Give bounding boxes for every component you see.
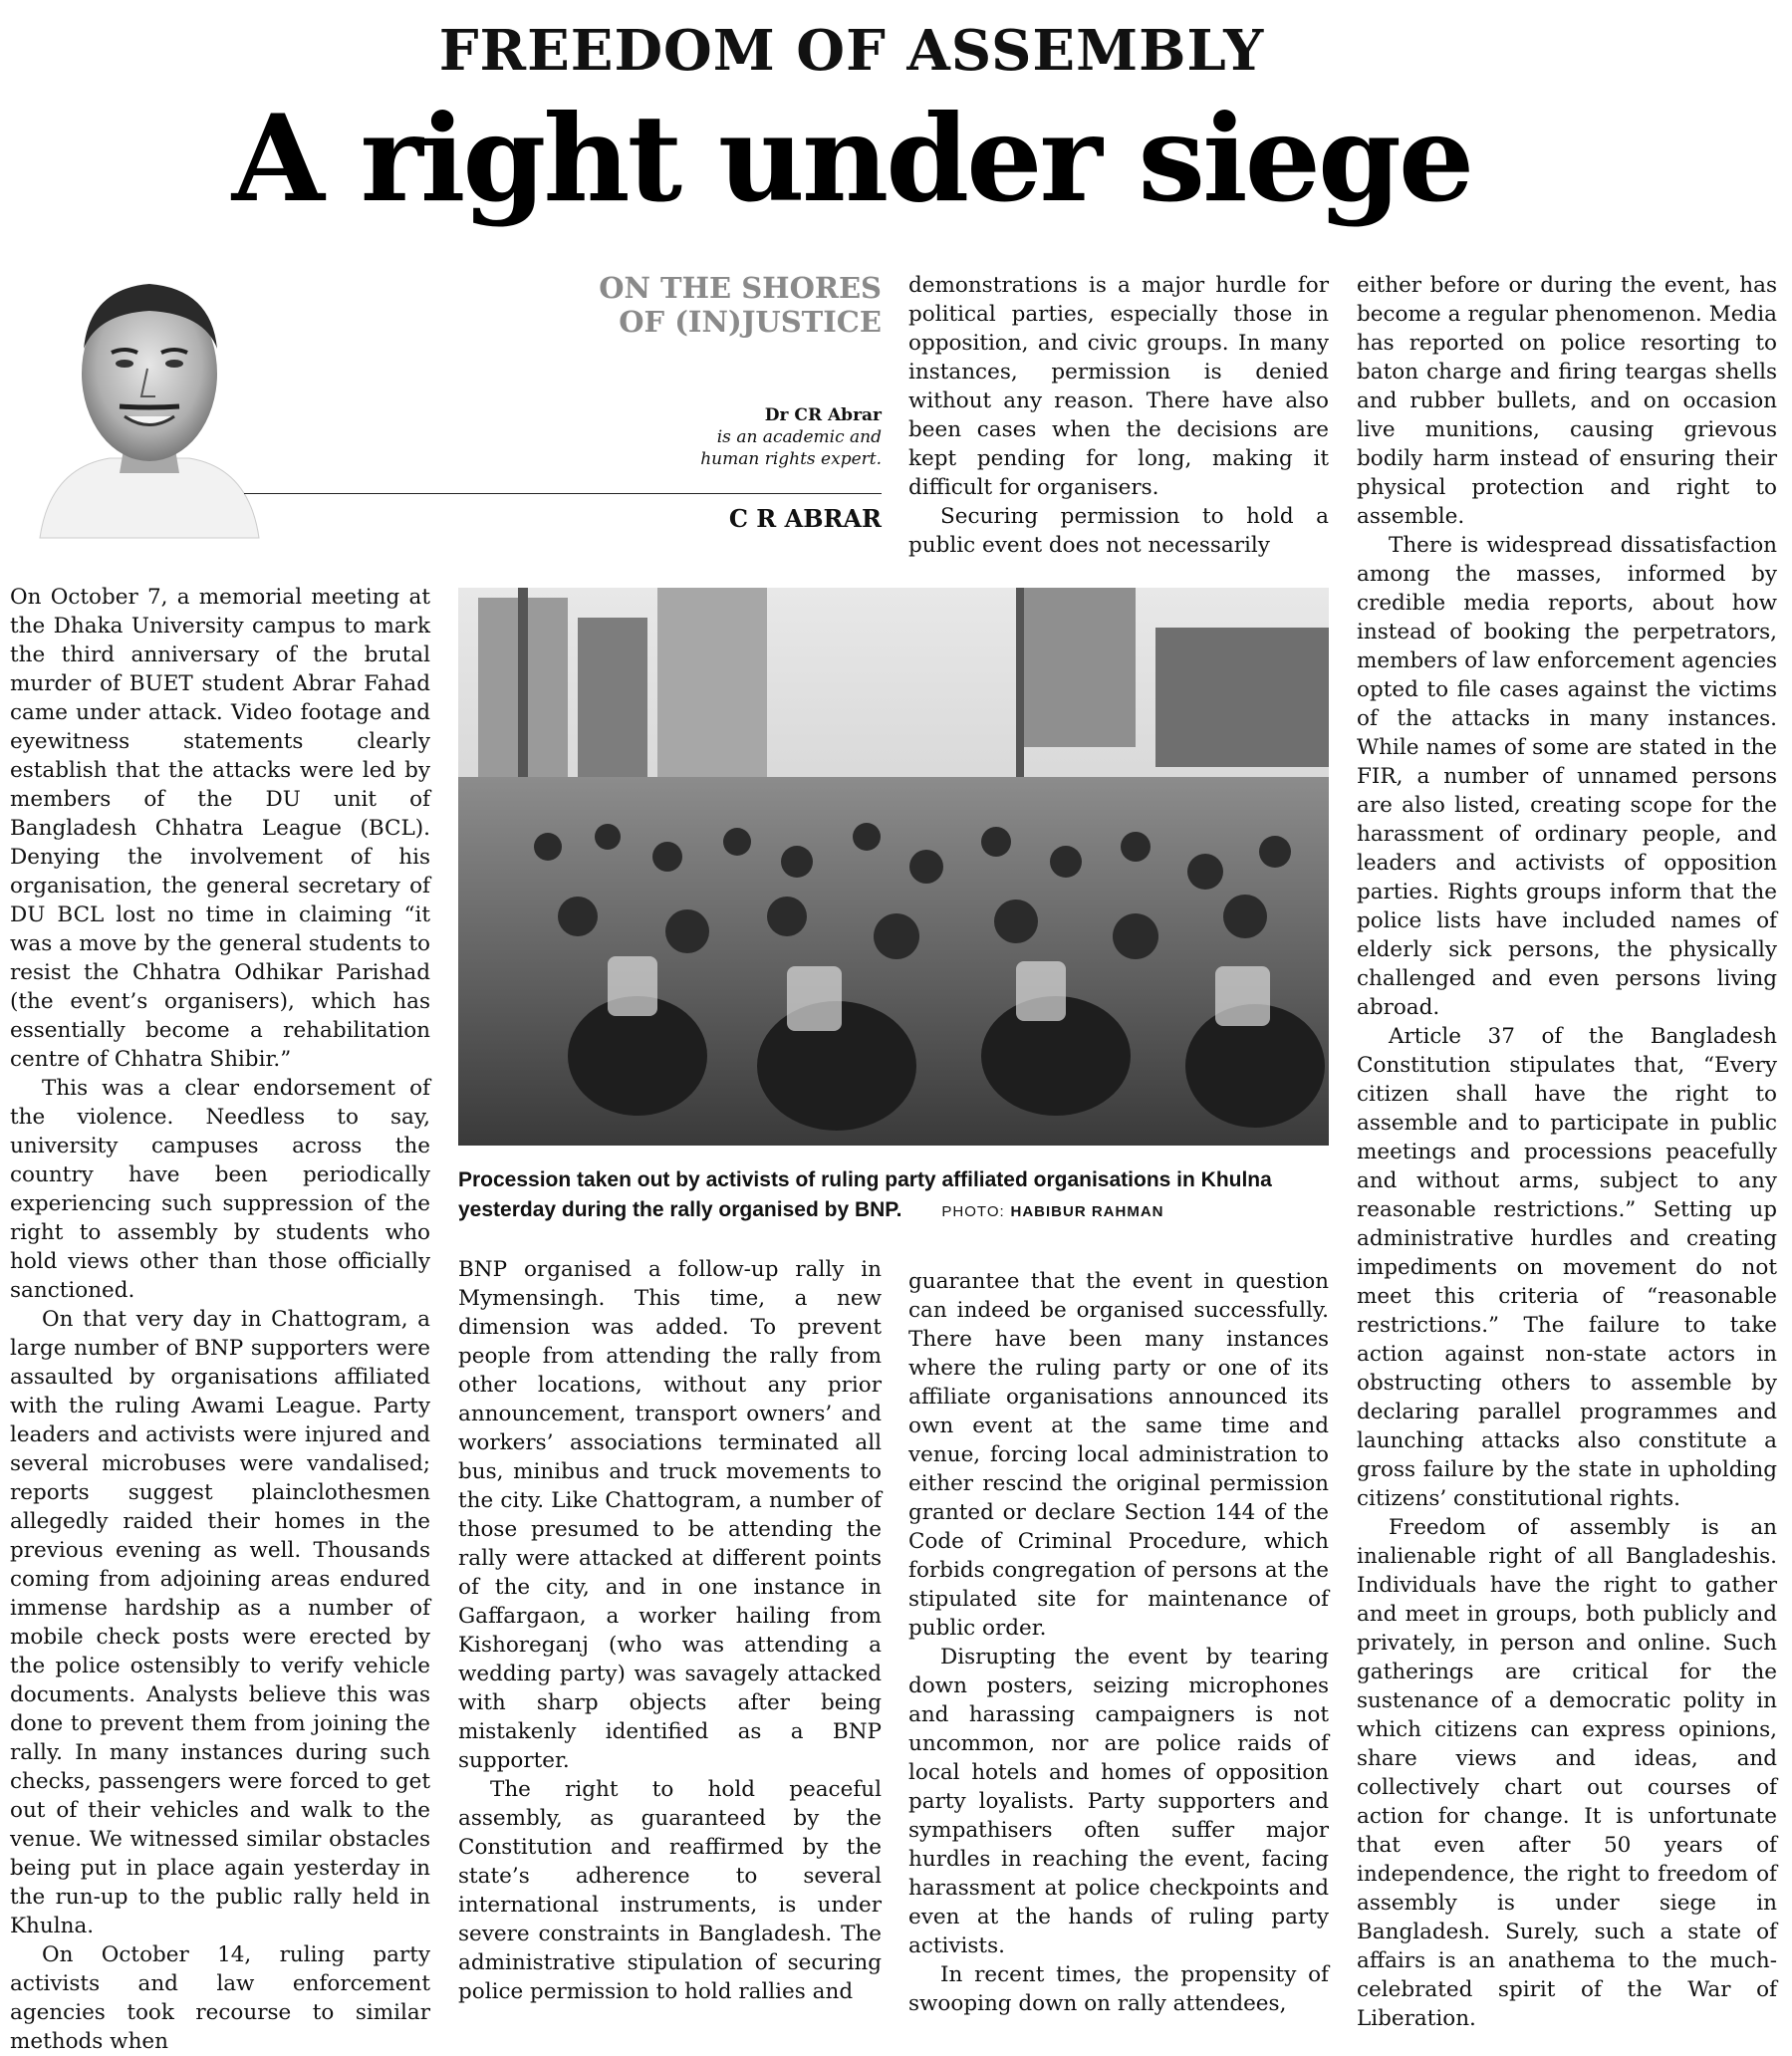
byline-rule xyxy=(244,493,882,494)
article-column-2-top xyxy=(908,271,1329,558)
paragraph: The right to hold peaceful assembly, as guaranteed by the Constitution and reaffirmed by the state’s adherence to several international instruments, is under severe constraints in Bangladesh. The administrative stipulation of securing police permission to hold rallies and xyxy=(458,1777,882,2004)
headline: A right under siege xyxy=(231,89,1472,229)
article-column-3 xyxy=(908,1267,1329,2016)
paragraph: BNP organised a follow-up rally in Mymensingh. This time, a new dimension was added. To prevent people from attending the rally from other locations, without any prior announcement, transport owners’ and workers’ associations terminated all bus, minibus and truck movements to the city. Like Chattogram, a number of those presumed to be attending the rally were attacked at different points of the city, and in one instance in Gaffargaon, a worker hailing from Kishoreganj (who was attending a wedding party) was savagely attacked with sharp objects after being mistakenly identified as a BNP supporter. xyxy=(458,1257,882,1773)
paragraph: Securing permission to hold a public event does not necessarily xyxy=(908,504,1329,558)
paragraph: guarantee that the event in question can indeed be organised successfully. There have been many instances where the ruling party or one of its affiliate organisations announced its own event at the same time and venue, forcing local administration to either rescind the original permission granted or declare Section 144 of the Code of Criminal Procedure, which forbids congregation of persons at the stipulated site for maintenance of public order. xyxy=(908,1269,1329,1641)
byline: C R ABRAR xyxy=(728,504,882,533)
procession-photo xyxy=(458,588,1329,1146)
author-name: Dr CR Abrar xyxy=(764,405,882,425)
paragraph: demonstrations is a major hurdle for political parties, especially those in opposition, and civic groups. In many instances, permission is denied without any reason. There have also been cases when the decisions are kept pending for long, making it difficult for organisers. xyxy=(908,273,1329,500)
section-kicker: FREEDOM OF ASSEMBLY xyxy=(438,18,1265,84)
photo-credit-name: HABIBUR RAHMAN xyxy=(1010,1203,1164,1220)
paragraph: Disrupting the event by tearing down posters, seizing microphones and harassing campaigners is not uncommon, nor are police raids of local hotels and homes of opposition party loyalists. Party supporters and sympathisers often suffer major hurdles in reaching the event, facing harassment at police checkpoints and even at the hands of ruling party activists. xyxy=(908,1645,1329,1958)
photo-credit-label: PHOTO: xyxy=(941,1203,1005,1220)
paragraph: Article 37 of the Bangladesh Constitution stipulates that, “Every citizen shall have the right to assemble and to participate in public meetings and processions peacefully and without arms, subject to any reasonable restrictions.” Setting up administrative hurdles and creating impediments on movement do not meet this criteria of “reasonable restrictions.” The failure to take action against non-state actors in obstructing others to assemble by declaring parallel programmes and launching attacks also constitute a gross failure by the state in upholding citizens’ constitutional rights. xyxy=(1357,1024,1777,1511)
author-portrait xyxy=(40,269,259,538)
article-column-2-bottom xyxy=(458,1255,882,2002)
paragraph: either before or during the event, has become a regular phenomenon. Media has reported on police resorting to baton charge and firing teargas shells and rubber bullets, and on occasion live munitions, causing grievous bodily harm instead of ensuring their physical protection and right to assemble. xyxy=(1357,273,1777,529)
paragraph: On October 7, a memorial meeting at the Dhaka University campus to mark the third anniversary of the brutal murder of BUET student Abrar Fahad came under attack. Video footage and eyewitness statements clearly establish that the attacks were led by members of the DU unit of Bangladesh Chhatra League (BCL). Denying the involvement of his organisation, the general secretary of DU BCL lost no time in claiming “it was a move by the general students to resist the Chhatra Odhikar Parishad (the event’s organisers), which has essentially become a rehabilitation centre of Chhatra Shibir.” xyxy=(10,585,430,1072)
photo-caption xyxy=(458,1165,1329,1227)
paragraph: On October 14, ruling party activists and law enforcement agencies took recourse to similar methods when xyxy=(10,1942,430,2054)
paragraph: On that very day in Chattogram, a large number of BNP supporters were assaulted by organisations affiliated with the ruling Awami League. Party leaders and activists were injured and several microbuses were vandalised; reports suggest plainclothesmen allegedly raided their homes in the previous evening as well. Thousands coming from adjoining areas endured immense hardship as a number of mobile check posts were erected by the police ostensibly to verify vehicle documents. Analysts believe this was done to prevent them from joining the rally. In many instances during such checks, passengers were forced to get out of their vehicles and walk to the venue. We witnessed similar obstacles being put in place again yesterday in the run-up to the public rally held in Khulna. xyxy=(10,1307,430,1938)
author-description-line1: is an academic and xyxy=(716,427,882,447)
paragraph: Freedom of assembly is an inalienable right of all Bangladeshis. Individuals have the right to gather and meet in groups, both publicly and privately, in person and online. Such gatherings are critical for the sustenance of a democratic polity in which citizens can express opinions, share views and ideas, and collectively chart out courses of action for change. It is unfortunate that even after 50 years of independence, the right to freedom of assembly is under siege in Bangladesh. Surely, such a state of affairs is an anathema to the much-celebrated spirit of the War of Liberation. xyxy=(1357,1515,1777,2031)
author-description-line2: human rights expert. xyxy=(700,449,882,469)
article-column-1 xyxy=(10,583,430,2054)
caption-text: Procession taken out by activists of ruling party affiliated organisations in Khulna yesterday during the rally organised by BNP. xyxy=(458,1168,1272,1221)
paragraph: In recent times, the propensity of swooping down on rally attendees, xyxy=(908,1962,1329,2016)
paragraph: This was a clear endorsement of the violence. Needless to say, university campuses across the country have been periodically experiencing such suppression of the right to assembly by students who hold views other than those officially sanctioned. xyxy=(10,1076,430,1303)
paragraph: There is widespread dissatisfaction among the masses, informed by credible media reports, about how instead of booking the perpetrators, members of law enforcement agencies opted to file cases against the victims of the attacks in many instances. While names of some are stated in the FIR, a number of unnamed persons are also listed, creating scope for the harassment of ordinary people, and leaders and activists of opposition parties. Rights groups inform that the police lists have included names of elderly sick persons, the physically challenged and even persons living abroad. xyxy=(1357,533,1777,1020)
column-name: ON THE SHORES OF (IN)JUSTICE xyxy=(599,271,882,339)
author-bio xyxy=(598,404,882,470)
article-column-4 xyxy=(1357,271,1777,2031)
